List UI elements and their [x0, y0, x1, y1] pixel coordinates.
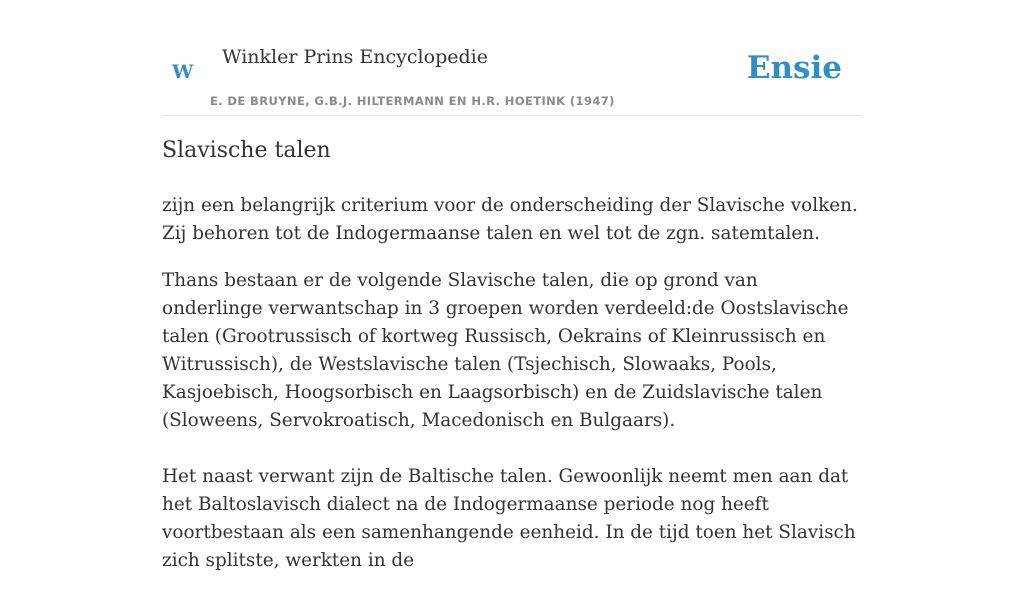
publication-title[interactable]: Winkler Prins Encyclopedie: [222, 46, 488, 68]
article-title: Slavische talen: [162, 138, 331, 163]
publication-authors: E. DE BRUYNE, G.B.J. HILTERMANN EN H.R. HOETINK (1947): [210, 94, 615, 108]
article-body: [162, 192, 862, 594]
article-paragraph: Thans bestaan er de volgende Slavische talen, die op grond van onderlinge verwantschap in 3 groepen worden verdeeld:de Oostslavische talen (Grootrussisch of kortweg Russisch, Oekrains of Kleinrussisch en Witrussisch), de Westslavische talen (Tsjechisch, Slowaaks, Pools, Kasjoebisch, Hoogsorbisch en Laagsorbisch) en de Zuidslavische talen (Sloweens, Servokroatisch, Macedonisch en Bulgaars).: [162, 270, 849, 431]
publication-logo-icon[interactable]: w: [172, 54, 194, 85]
publication-header: [162, 36, 862, 116]
ensie-brand-logo[interactable]: Ensie: [746, 50, 842, 86]
article-paragraph: zijn een belangrijk criterium voor de onderscheiding der Slavische volken. Zij behoren tot de Indogermaanse talen en wel tot de zgn. satemtalen.: [162, 195, 858, 244]
article-paragraph: Het naast verwant zijn de Baltische talen. Gewoonlijk neemt men aan dat het Baltoslavisch dialect na de Indogermaanse periode nog heeft voortbestaan als een samenhangende eenheid. In de tijd toen het Slavisch zich splitste, werkten in de: [162, 466, 856, 571]
